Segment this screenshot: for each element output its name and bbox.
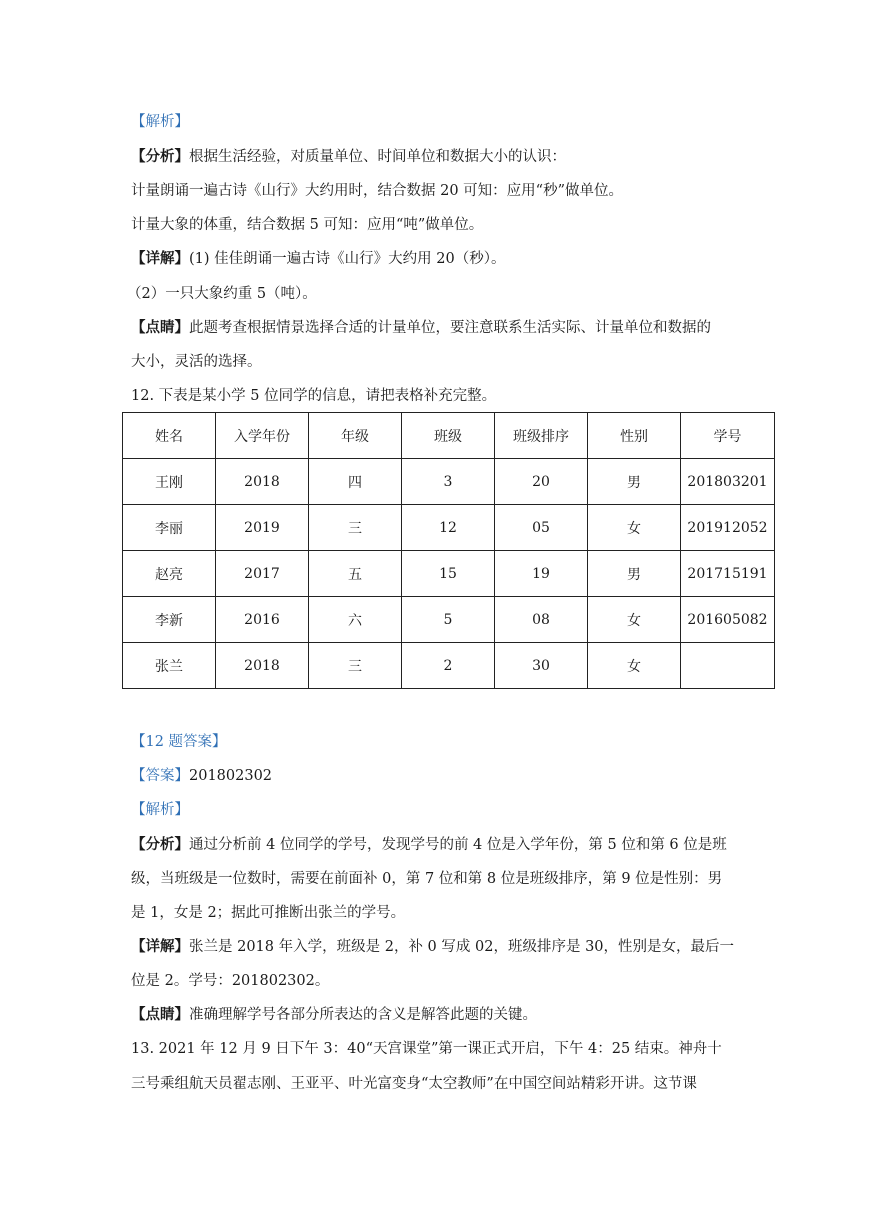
table-row bbox=[123, 597, 775, 643]
header-cell: 性别 bbox=[588, 413, 681, 459]
xiangjie-label: 【详解】 bbox=[131, 250, 189, 267]
analysis-line-2c: 是 1，女是 2；据此可推断出张兰的学号。 bbox=[131, 905, 406, 921]
table-row bbox=[123, 459, 775, 505]
dianjing-label-2: 【点睛】 bbox=[131, 1006, 189, 1023]
table-cell: 2016 bbox=[216, 597, 309, 643]
header-cell: 班级排序 bbox=[495, 413, 588, 459]
xiangjie-text: (1) 佳佳朗诵一遍古诗《山行》大约用 20（秒）。 bbox=[189, 251, 506, 267]
detail-paragraph bbox=[131, 249, 751, 269]
table-cell: 张兰 bbox=[123, 643, 216, 689]
student-info-table bbox=[122, 412, 775, 689]
header-cell: 年级 bbox=[309, 413, 402, 459]
answer-12-heading: 【12 题答案】 bbox=[131, 734, 227, 750]
table-cell: 19 bbox=[495, 551, 588, 597]
table-cell: 三 bbox=[309, 505, 402, 551]
table-row bbox=[123, 551, 775, 597]
xiangjie-text-2: 张兰是 2018 年入学，班级是 2，补 0 写成 02，班级排序是 30，性别是女，最后一 bbox=[189, 939, 735, 955]
table-row bbox=[123, 643, 775, 689]
answer-paragraph bbox=[131, 766, 751, 786]
header-cell: 姓名 bbox=[123, 413, 216, 459]
comment-paragraph bbox=[131, 318, 751, 338]
table-cell: 李新 bbox=[123, 597, 216, 643]
table-cell: 08 bbox=[495, 597, 588, 643]
xiangjie-label-2: 【详解】 bbox=[131, 938, 189, 955]
answer-label: 【答案】 bbox=[131, 768, 189, 784]
table-cell: 女 bbox=[588, 505, 681, 551]
table-cell: 15 bbox=[402, 551, 495, 597]
detail-line-2: （2）一只大象约重 5（吨）。 bbox=[127, 286, 317, 302]
table-cell: 五 bbox=[309, 551, 402, 597]
table-cell: 2017 bbox=[216, 551, 309, 597]
answer-value: 201802302 bbox=[189, 768, 273, 784]
header-cell: 班级 bbox=[402, 413, 495, 459]
table-cell: 05 bbox=[495, 505, 588, 551]
table-cell: 201715191 bbox=[681, 551, 775, 597]
question-12-text: 12. 下表是某小学 5 位同学的信息，请把表格补充完整。 bbox=[131, 388, 497, 404]
dianjing-text: 此题考查根据情景选择合适的计量单位，要注意联系生活实际、计量单位和数据的 bbox=[189, 320, 711, 336]
fenxi-label: 【分析】 bbox=[131, 148, 189, 165]
table-cell: 王刚 bbox=[123, 459, 216, 505]
blank-answer-cell bbox=[681, 643, 775, 689]
analysis-paragraph bbox=[131, 147, 751, 167]
fenxi-label-2: 【分析】 bbox=[131, 836, 189, 853]
fenxi-text-2: 通过分析前 4 位同学的学号，发现学号的前 4 位是入学年份，第 5 位和第 6 位是班 bbox=[189, 837, 727, 853]
table-cell: 201912052 bbox=[681, 505, 775, 551]
table-cell: 20 bbox=[495, 459, 588, 505]
table-cell: 30 bbox=[495, 643, 588, 689]
analysis-paragraph-2 bbox=[131, 835, 751, 855]
table-cell: 男 bbox=[588, 459, 681, 505]
header-cell: 学号 bbox=[681, 413, 775, 459]
analysis-line-a: 计量朗诵一遍古诗《山行》大约用时，结合数据 20 可知：应用“秒”做单位。 bbox=[131, 183, 623, 199]
table-cell: 李丽 bbox=[123, 505, 216, 551]
table-cell: 四 bbox=[309, 459, 402, 505]
analysis-heading-2: 【解析】 bbox=[131, 802, 189, 818]
table-cell: 2018 bbox=[216, 459, 309, 505]
table-cell: 女 bbox=[588, 597, 681, 643]
question-13-line-1: 13. 2021 年 12 月 9 日下午 3：40“天宫课堂”第一课正式开启，下午 4：25 结束。神舟十 bbox=[131, 1041, 722, 1057]
table-cell: 201605082 bbox=[681, 597, 775, 643]
table-cell: 男 bbox=[588, 551, 681, 597]
analysis-line-2b: 级，当班级是一位数时，需要在前面补 0，第 7 位和第 8 位是班级排序，第 9 位是性别：男 bbox=[131, 871, 723, 887]
table-cell: 2 bbox=[402, 643, 495, 689]
table-cell: 赵亮 bbox=[123, 551, 216, 597]
analysis-line-b: 计量大象的体重，结合数据 5 可知：应用“吨”做单位。 bbox=[131, 217, 484, 233]
table-cell: 12 bbox=[402, 505, 495, 551]
question-13-line-2: 三号乘组航天员翟志刚、王亚平、叶光富变身“太空教师”在中国空间站精彩开讲。这节课 bbox=[131, 1076, 697, 1092]
table-cell: 3 bbox=[402, 459, 495, 505]
table-cell: 5 bbox=[402, 597, 495, 643]
detail-paragraph-2 bbox=[131, 937, 751, 957]
table-cell: 女 bbox=[588, 643, 681, 689]
analysis-heading: 【解析】 bbox=[131, 114, 189, 130]
table-cell: 201803201 bbox=[681, 459, 775, 505]
comment-paragraph-2 bbox=[131, 1005, 751, 1025]
table-header-row bbox=[123, 413, 775, 459]
dianjing-text-2: 准确理解学号各部分所表达的含义是解答此题的关键。 bbox=[189, 1007, 537, 1023]
fenxi-text: 根据生活经验，对质量单位、时间单位和数据大小的认识： bbox=[189, 149, 566, 165]
table-cell: 2018 bbox=[216, 643, 309, 689]
table-cell: 2019 bbox=[216, 505, 309, 551]
table-cell: 三 bbox=[309, 643, 402, 689]
detail-line-2b: 位是 2。学号：201802302。 bbox=[131, 973, 330, 989]
table-row bbox=[123, 505, 775, 551]
header-cell: 入学年份 bbox=[216, 413, 309, 459]
table-cell: 六 bbox=[309, 597, 402, 643]
comment-line-2: 大小，灵活的选择。 bbox=[131, 354, 262, 370]
dianjing-label: 【点睛】 bbox=[131, 319, 189, 336]
